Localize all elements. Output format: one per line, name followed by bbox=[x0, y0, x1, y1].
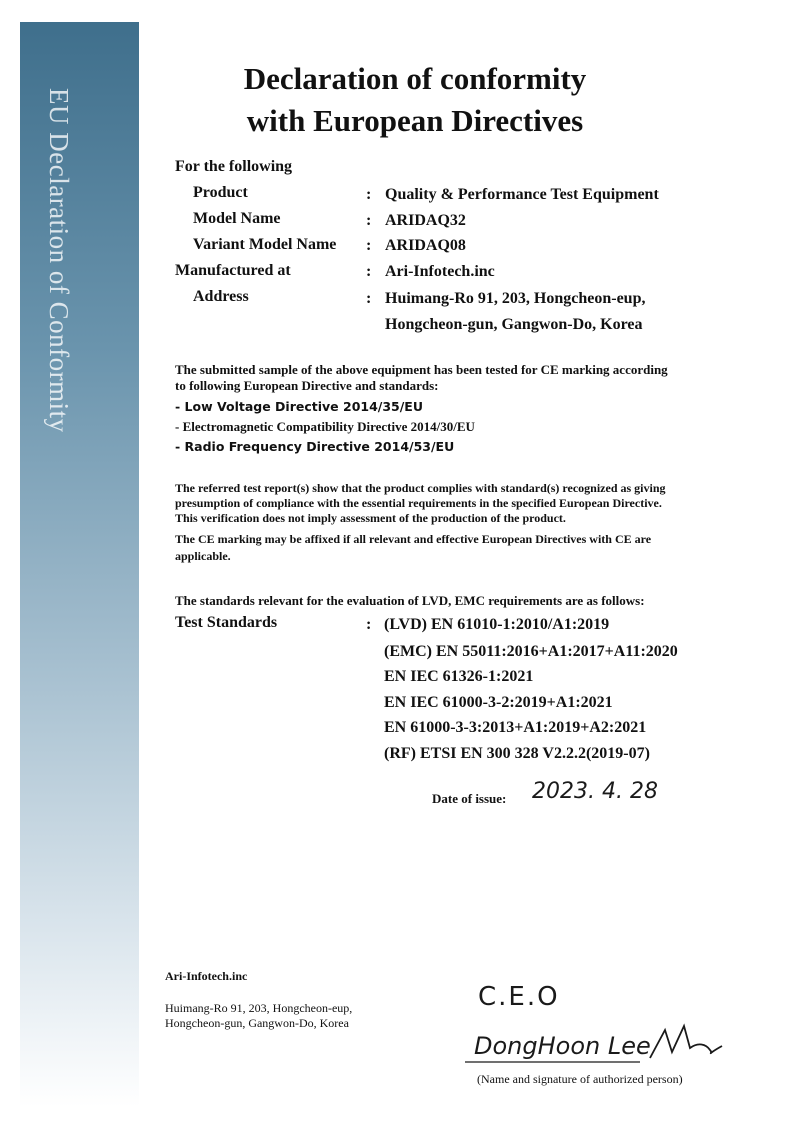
compliance-line-5: applicable. bbox=[175, 549, 231, 563]
directives-intro-2: to following European Directive and standards: bbox=[175, 378, 439, 393]
compliance-line-1: The referred test report(s) show that the product complies with standard(s) recognized as giving bbox=[175, 481, 666, 495]
label-address: Address bbox=[193, 288, 249, 305]
value-variant-model: ARIDAQ08 bbox=[385, 237, 466, 254]
label-variant-model: Variant Model Name bbox=[193, 236, 337, 253]
document-title bbox=[240, 58, 590, 142]
standard-item: EN IEC 61326-1:2021 bbox=[384, 668, 534, 685]
title-line-1: Declaration of conformity bbox=[243, 61, 587, 96]
compliance-line-2: presumption of compliance with the essential requirements in the specified European Directive. bbox=[175, 496, 662, 510]
standard-item: EN IEC 61000-3-2:2019+A1:2021 bbox=[384, 694, 613, 711]
directive-emc: - Electromagnetic Compatibility Directive 2014/30/EU bbox=[175, 419, 475, 434]
separator-model-name: : bbox=[366, 212, 372, 229]
separator-manufactured-at: : bbox=[366, 263, 372, 280]
standard-item: (EMC) EN 55011:2016+A1:2017+A11:2020 bbox=[384, 643, 678, 660]
compliance-line-4: The CE marking may be affixed if all relevant and effective European Directives with CE are bbox=[175, 532, 652, 546]
signature-mark bbox=[460, 1018, 730, 1068]
footer-address-2: Hongcheon-gun, Gangwon-Do, Korea bbox=[165, 1016, 349, 1030]
sidebar-band bbox=[20, 22, 139, 1107]
standard-item: EN 61000-3-3:2013+A1:2019+A2:2021 bbox=[384, 719, 647, 736]
test-standards-separator: : bbox=[366, 616, 372, 633]
directive-lvd: - Low Voltage Directive 2014/35/EU bbox=[175, 399, 423, 414]
value-address-line-2: Hongcheon-gun, Gangwon-Do, Korea bbox=[385, 316, 643, 333]
value-product: Quality & Performance Test Equipment bbox=[385, 186, 659, 203]
title-line-2: with European Directives bbox=[246, 103, 584, 138]
signature-caption: (Name and signature of authorized person) bbox=[477, 1072, 683, 1086]
directive-rf: - Radio Frequency Directive 2014/53/EU bbox=[175, 439, 455, 454]
directives-intro-1: The submitted sample of the above equipment has been tested for CE marking according bbox=[175, 362, 668, 377]
standard-item: (LVD) EN 61010-1:2010/A1:2019 bbox=[384, 616, 610, 633]
label-product: Product bbox=[193, 184, 248, 201]
footer-address-1: Huimang-Ro 91, 203, Hongcheon-eup, bbox=[165, 1001, 353, 1015]
handwritten-ceo-title: C.E.O bbox=[478, 982, 560, 1012]
footer-company: Ari-Infotech.inc bbox=[165, 969, 248, 983]
value-manufactured-at: Ari-Infotech.inc bbox=[385, 263, 495, 280]
standard-item: (RF) ETSI EN 300 328 V2.2.2(2019-07) bbox=[384, 745, 650, 762]
label-model-name: Model Name bbox=[193, 210, 281, 227]
date-of-issue-value: 2023. 4. 28 bbox=[532, 779, 658, 804]
separator-variant-model: : bbox=[366, 237, 372, 254]
standards-intro: The standards relevant for the evaluation of LVD, EMC requirements are as follows: bbox=[175, 593, 645, 608]
compliance-line-3: This verification does not imply assessment of the production of the product. bbox=[175, 511, 566, 525]
signature-name: DongHoon Lee bbox=[474, 1032, 651, 1060]
value-model-name: ARIDAQ32 bbox=[385, 212, 466, 229]
date-of-issue-label: Date of issue: bbox=[432, 791, 507, 806]
test-standards-label: Test Standards bbox=[175, 614, 278, 631]
separator-product: : bbox=[366, 186, 372, 203]
for-the-following-heading: For the following bbox=[175, 158, 293, 175]
separator-address: : bbox=[366, 290, 372, 307]
sidebar-text: EU Declaration of Conformity bbox=[44, 88, 74, 433]
value-address-line-1: Huimang-Ro 91, 203, Hongcheon-eup, bbox=[385, 290, 646, 307]
label-manufactured-at: Manufactured at bbox=[175, 262, 291, 279]
